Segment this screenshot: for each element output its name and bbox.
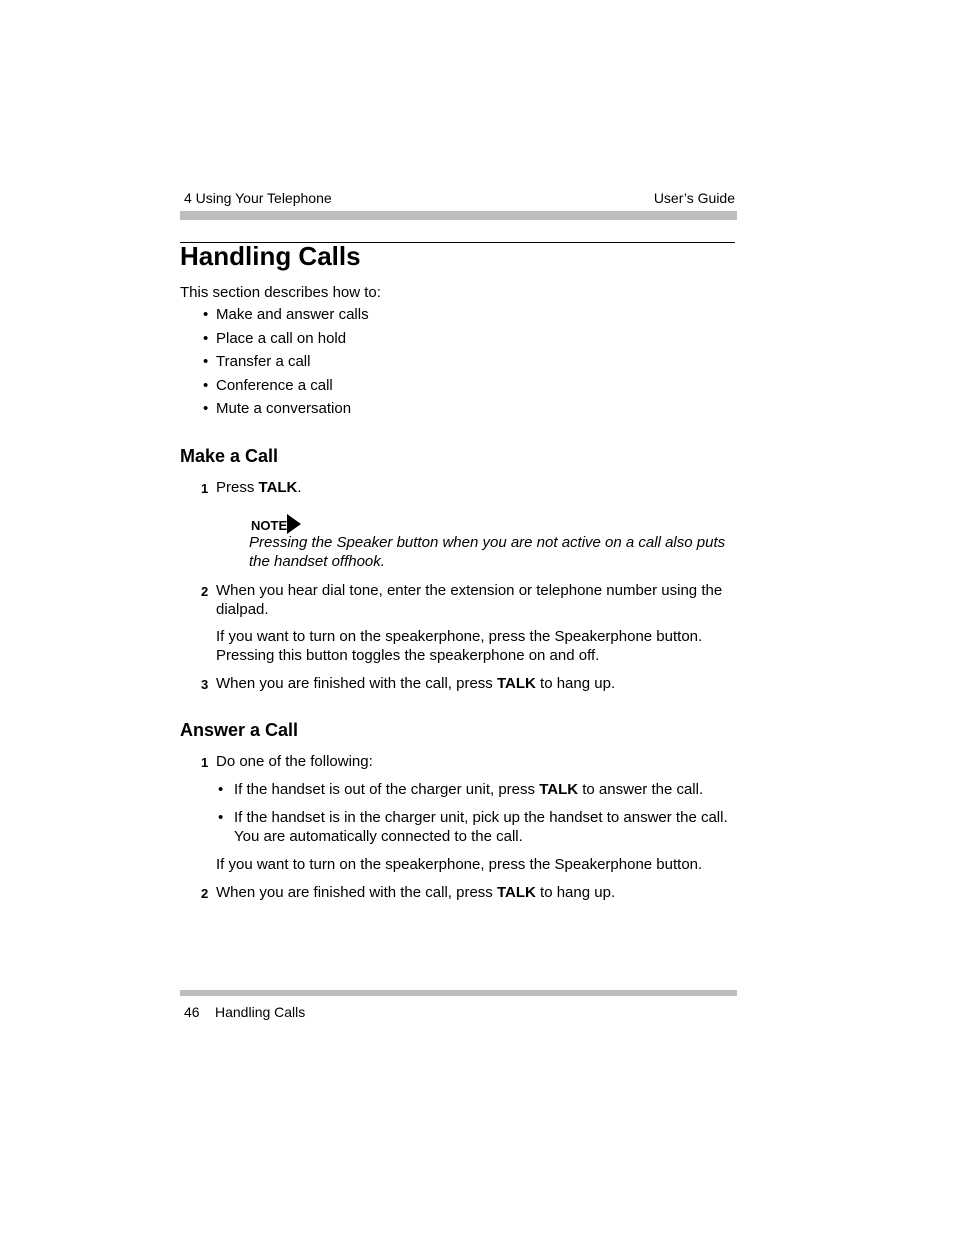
answer-call-para: If you want to turn on the speakerphone, press the Speakerphone button. bbox=[216, 856, 703, 873]
intro-text: This section describes how to: bbox=[180, 284, 381, 301]
header-chapter: 4 Using Your Telephone bbox=[184, 190, 332, 206]
list-item: • Mute a conversation bbox=[203, 400, 352, 417]
section-heading-make-call: Make a Call bbox=[180, 446, 279, 466]
make-call-step-2-para: If you want to turn on the speakerphone, press the Speakerphone button. Pressing this button toggles the speakerphone on and off. bbox=[216, 628, 703, 664]
page-title: Handling Calls bbox=[180, 241, 361, 271]
section-heading-answer-call: Answer a Call bbox=[180, 720, 299, 740]
list-item: • Make and answer calls bbox=[203, 306, 369, 323]
list-item: • Conference a call bbox=[203, 377, 333, 394]
manual-page: 4 Using Your Telephone User’s Guide Handling Calls This section describes how to: • Make and answer calls • Place a call on hold • Transfer a call • Conference a call • Mute a conversation Make a Call 1 Press TALK. NOTE Pressing the Speaker button when you are not active on a call also puts the handset offhook. 2 When you hear dial tone, enter the extension or telephone number using the dialpad. If you want to turn on the speakerphone, press the Speakerphone button. Pressing this button toggles the speakerphone on and off. 3 When you are finished with the call, press TALK to hang up. Answer a Call 1 Do one of the following: • If the handset is out of the charger unit, press TALK to answer the call. • If the handset is in the charger unit, pick up the handset to answer the call. You are automatically connected to the call. If you want to turn on the speakerphone, press the Speakerphone button. 2 When you are finished with the call, press TALK to hang up. 46 Handling Calls bbox=[180, 190, 735, 1020]
svg-text:NOTE: NOTE bbox=[251, 518, 288, 533]
page-number: 46 bbox=[184, 1004, 200, 1020]
footer-bar bbox=[180, 990, 737, 996]
header-guide-title: User’s Guide bbox=[653, 190, 735, 206]
note-text: Pressing the Speaker button when you are not active on a call also puts the handset offhook. bbox=[249, 534, 726, 570]
list-item: • Transfer a call bbox=[203, 353, 311, 370]
list-item: • Place a call on hold bbox=[203, 330, 347, 347]
footer-section-title: Handling Calls bbox=[215, 1004, 306, 1020]
header-bar bbox=[180, 211, 737, 220]
